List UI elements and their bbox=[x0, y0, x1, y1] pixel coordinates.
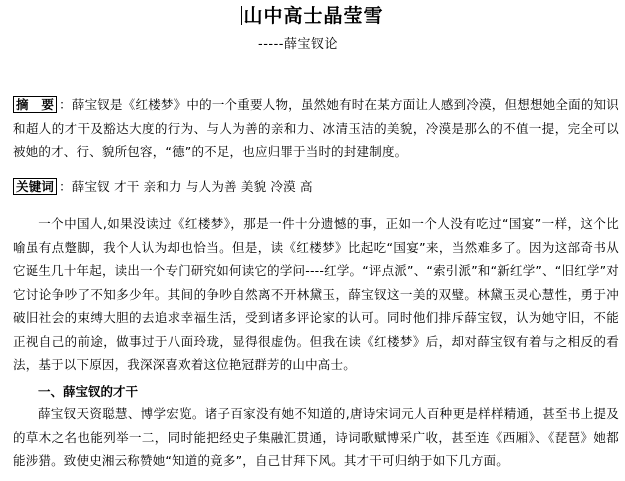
keywords-line bbox=[13, 175, 619, 199]
abstract-text: ：薛宝钗是《红楼梦》中的一个重要人物，虽然她有时在某方面让人感到冷漠，但想想她全面的知识和超人的才干及豁达大度的行为、与人为善的亲和力、冰清玉洁的美貌，冷漠是那么的不值一提，完全可以被她的才、行、貌所包容，“德”的不足，也应归罪于当时的封建制度。 bbox=[13, 97, 619, 159]
body-paragraph-1-text: 一个中国人,如果没读过《红楼梦》，那是一件十分遗憾的事，正如一个人没有吃过“国宴”一样，这个比喻虽有点蹩脚，我个人认为却也恰当。但是，读《红楼梦》比起吃“国宴”来，当然难多了。因为这部奇书从它诞生几十年起，读出一个专门研究如何读它的学问----红学。“评点派”、“索引派”和“新红学”、“旧红学”对它讨论争吵了不知多少年。其间的争吵自然离不开林黛玉，薛宝钗这一美的双璧。林黛玉灵心慧性，勇于冲破旧社会的束缚大胆的去追求幸福生活，受到诸多评论家的认可。同时他们排斥薛宝钗，认为她守旧，不能正视自己的前途，做事过于八面玲珑，显得很虚伪。但我在读《红楼梦》后，却对薛宝钗有着与之相反的看法，基于以下原因，我深深喜欢着这位艳冠群芳的山中高士。 bbox=[13, 216, 619, 372]
keywords-text: ：薛宝钗 才干 亲和力 与人为善 美貌 冷漠 高 bbox=[59, 179, 313, 194]
body-paragraph-2 bbox=[13, 402, 619, 473]
body-paragraph-2-text: 薛宝钗天资聪慧、博学宏览。诸子百家没有她不知道的,唐诗宋词元人百种更是样样精通，甚至书上提及的草木之名也能列举一二，同时能把经史子集融汇贯通，诗词歌赋博采广收，甚至连《西厢》、《琵琶》她都能涉猎。致使史湘云称赞她“知道的竟多”，自己甘拜下风。其才干可归纳于如下几方面。 bbox=[13, 406, 619, 468]
document-subtitle: -----薛宝钗论 bbox=[258, 37, 338, 52]
abstract-paragraph bbox=[13, 93, 619, 164]
body-paragraph-1 bbox=[13, 212, 619, 377]
keywords-label: 关键词 bbox=[13, 178, 57, 195]
section-heading-1: 一、薛宝钗的才干 bbox=[38, 384, 139, 399]
document-title bbox=[0, 4, 625, 28]
document-title-text: 山中高士晶莹雪 bbox=[243, 5, 384, 27]
abstract-label: 摘 要 bbox=[13, 96, 57, 113]
